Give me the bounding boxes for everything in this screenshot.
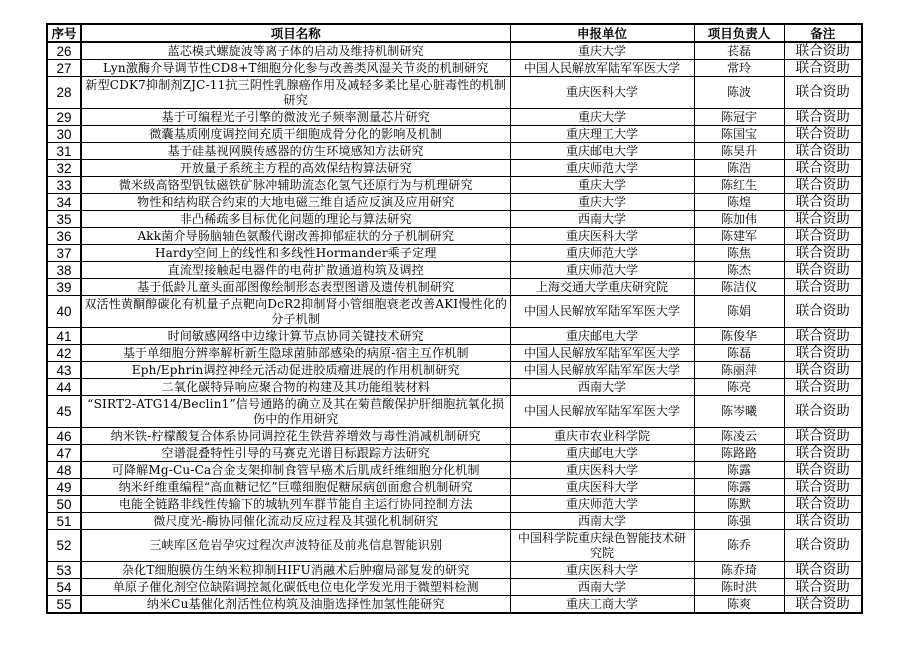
header-project-leader: 项目负责人 bbox=[694, 24, 784, 42]
cell-project-leader: 陈亮 bbox=[694, 379, 784, 396]
cell-project-name: 电能全链路非线性传输下的城轨列车群节能自主运行协同控制方法 bbox=[81, 496, 510, 513]
cell-project-leader: 陈加伟 bbox=[694, 211, 784, 228]
cell-project-name: Hardy空间上的线性和多线性Hormander乘子定理 bbox=[81, 245, 510, 262]
cell-seq: 50 bbox=[47, 496, 81, 513]
cell-seq: 53 bbox=[47, 562, 81, 579]
table-row bbox=[47, 562, 862, 579]
cell-seq: 33 bbox=[47, 177, 81, 194]
cell-project-leader: 陈煌 bbox=[694, 194, 784, 211]
cell-applicant-unit: 重庆医科大学 bbox=[510, 77, 694, 109]
cell-applicant-unit: 重庆大学 bbox=[510, 177, 694, 194]
cell-seq: 43 bbox=[47, 362, 81, 379]
cell-remark: 联合资助 bbox=[784, 579, 862, 596]
cell-applicant-unit: 重庆大学 bbox=[510, 42, 694, 60]
cell-project-leader: 陈昊升 bbox=[694, 143, 784, 160]
cell-applicant-unit: 中国人民解放军陆军军医大学 bbox=[510, 362, 694, 379]
cell-remark: 联合资助 bbox=[784, 177, 862, 194]
cell-project-name: Akk菌介导肠脑轴色氨酸代谢改善抑郁症状的分子机制研究 bbox=[81, 228, 510, 245]
cell-applicant-unit: 中国人民解放军陆军军医大学 bbox=[510, 396, 694, 428]
cell-remark: 联合资助 bbox=[784, 496, 862, 513]
cell-seq: 38 bbox=[47, 262, 81, 279]
header-seq: 序号 bbox=[47, 24, 81, 42]
cell-seq: 42 bbox=[47, 345, 81, 362]
cell-seq: 40 bbox=[47, 296, 81, 328]
cell-project-leader: 陈丽萍 bbox=[694, 362, 784, 379]
cell-applicant-unit: 西南大学 bbox=[510, 379, 694, 396]
cell-applicant-unit: 中国人民解放军陆军军医大学 bbox=[510, 296, 694, 328]
cell-remark: 联合资助 bbox=[784, 428, 862, 445]
table-row bbox=[47, 513, 862, 530]
cell-remark: 联合资助 bbox=[784, 562, 862, 579]
cell-project-leader: 陈乔 bbox=[694, 530, 784, 562]
cell-project-name: 可降解Mg-Cu-Ca合金支架抑制食管早癌术后肌成纤维细胞分化机制 bbox=[81, 462, 510, 479]
cell-project-leader: 苌磊 bbox=[694, 42, 784, 60]
cell-remark: 联合资助 bbox=[784, 126, 862, 143]
cell-seq: 48 bbox=[47, 462, 81, 479]
cell-applicant-unit: 中国人民解放军陆军军医大学 bbox=[510, 60, 694, 77]
cell-project-leader: 陈路路 bbox=[694, 445, 784, 462]
cell-remark: 联合资助 bbox=[784, 245, 862, 262]
cell-project-name: 微尺度光-酶协同催化流动反应过程及其强化机制研究 bbox=[81, 513, 510, 530]
table-header-row bbox=[47, 24, 862, 42]
cell-seq: 47 bbox=[47, 445, 81, 462]
cell-project-name: 非凸稀疏多目标优化问题的理论与算法研究 bbox=[81, 211, 510, 228]
table-row bbox=[47, 428, 862, 445]
cell-applicant-unit: 西南大学 bbox=[510, 211, 694, 228]
cell-applicant-unit: 重庆师范大学 bbox=[510, 262, 694, 279]
cell-project-name: 基于可编程光子引擎的微波光子频率测量芯片研究 bbox=[81, 109, 510, 126]
cell-applicant-unit: 重庆工商大学 bbox=[510, 596, 694, 614]
cell-project-leader: 陈磊 bbox=[694, 345, 784, 362]
table-row bbox=[47, 396, 862, 428]
cell-seq: 55 bbox=[47, 596, 81, 614]
cell-applicant-unit: 重庆医科大学 bbox=[510, 462, 694, 479]
cell-remark: 联合资助 bbox=[784, 228, 862, 245]
cell-applicant-unit: 重庆市农业科学院 bbox=[510, 428, 694, 445]
cell-project-name: Lyn激酶介导调节性CD8+T细胞分化参与改善类风湿关节炎的机制研究 bbox=[81, 60, 510, 77]
cell-project-name: 基于单细胞分辨率解析新生隐球菌肺部感染的病原-宿主互作机制 bbox=[81, 345, 510, 362]
cell-project-name: 微米级高铬型钒钛磁铁矿脉冲辅助流态化氢气还原行为与机理研究 bbox=[81, 177, 510, 194]
table-row bbox=[47, 177, 862, 194]
cell-seq: 32 bbox=[47, 160, 81, 177]
cell-project-leader: 陈俊华 bbox=[694, 328, 784, 345]
cell-project-leader: 陈凌云 bbox=[694, 428, 784, 445]
cell-project-name: 空谱混叠特性引导的马赛克光谱目标跟踪方法研究 bbox=[81, 445, 510, 462]
cell-project-name: 时间敏感网络中边缘计算节点协同关键技术研究 bbox=[81, 328, 510, 345]
cell-applicant-unit: 重庆师范大学 bbox=[510, 496, 694, 513]
cell-seq: 46 bbox=[47, 428, 81, 445]
table-row bbox=[47, 279, 862, 296]
cell-applicant-unit: 中国人民解放军陆军军医大学 bbox=[510, 345, 694, 362]
cell-applicant-unit: 西南大学 bbox=[510, 579, 694, 596]
table-row bbox=[47, 496, 862, 513]
cell-project-leader: 陈冠宇 bbox=[694, 109, 784, 126]
cell-remark: 联合资助 bbox=[784, 279, 862, 296]
cell-remark: 联合资助 bbox=[784, 513, 862, 530]
cell-project-leader: 陈乔琦 bbox=[694, 562, 784, 579]
cell-project-leader: 陈默 bbox=[694, 496, 784, 513]
cell-seq: 45 bbox=[47, 396, 81, 428]
cell-remark: 联合资助 bbox=[784, 479, 862, 496]
cell-remark: 联合资助 bbox=[784, 396, 862, 428]
table-row bbox=[47, 530, 862, 562]
cell-project-name: 新型CDK7抑制剂ZJC-11抗三阴性乳腺癌作用及减轻多柔比星心脏毒性的机制研究 bbox=[81, 77, 510, 109]
cell-project-leader: 陈洁仪 bbox=[694, 279, 784, 296]
cell-remark: 联合资助 bbox=[784, 596, 862, 614]
project-table bbox=[46, 23, 863, 614]
table-row bbox=[47, 345, 862, 362]
cell-project-leader: 陈爽 bbox=[694, 596, 784, 614]
cell-seq: 34 bbox=[47, 194, 81, 211]
cell-project-name: “SIRT2-ATG14/Beclin1”信号通路的确立及其在菊苣酸保护肝细胞抗氧化损伤中的作用研究 bbox=[81, 396, 510, 428]
cell-remark: 联合资助 bbox=[784, 262, 862, 279]
cell-seq: 54 bbox=[47, 579, 81, 596]
cell-applicant-unit: 重庆大学 bbox=[510, 194, 694, 211]
cell-remark: 联合资助 bbox=[784, 194, 862, 211]
table-row bbox=[47, 160, 862, 177]
table-row bbox=[47, 596, 862, 614]
cell-applicant-unit: 西南大学 bbox=[510, 513, 694, 530]
cell-applicant-unit: 重庆医科大学 bbox=[510, 479, 694, 496]
table-row bbox=[47, 462, 862, 479]
table-row bbox=[47, 194, 862, 211]
cell-seq: 30 bbox=[47, 126, 81, 143]
table-row bbox=[47, 77, 862, 109]
cell-applicant-unit: 重庆师范大学 bbox=[510, 245, 694, 262]
cell-remark: 联合资助 bbox=[784, 462, 862, 479]
cell-project-name: 蓝芯模式螺旋波等离子体的启动及维持机制研究 bbox=[81, 42, 510, 60]
cell-remark: 联合资助 bbox=[784, 211, 862, 228]
cell-project-leader: 陈杰 bbox=[694, 262, 784, 279]
cell-remark: 联合资助 bbox=[784, 160, 862, 177]
cell-seq: 27 bbox=[47, 60, 81, 77]
cell-project-leader: 陈强 bbox=[694, 513, 784, 530]
cell-project-leader: 陈波 bbox=[694, 77, 784, 109]
cell-project-name: 基于低龄儿童头面部图像绘制形态表型图谱及遗传机制研究 bbox=[81, 279, 510, 296]
cell-project-leader: 陈岑曦 bbox=[694, 396, 784, 428]
table-row bbox=[47, 126, 862, 143]
table-row bbox=[47, 328, 862, 345]
cell-project-name: 三峡库区危岩孕灾过程次声波特征及前兆信息智能识别 bbox=[81, 530, 510, 562]
cell-applicant-unit: 重庆医科大学 bbox=[510, 562, 694, 579]
cell-project-name: 开放量子系统主方程的高效保结构算法研究 bbox=[81, 160, 510, 177]
header-remark: 备注 bbox=[784, 24, 862, 42]
cell-project-name: 基于硅基视网膜传感器的仿生环境感知方法研究 bbox=[81, 143, 510, 160]
cell-applicant-unit: 重庆大学 bbox=[510, 109, 694, 126]
cell-project-name: 单原子催化剂空位缺陷调控氮化碳低电位电化学发光用于微塑料检测 bbox=[81, 579, 510, 596]
cell-remark: 联合资助 bbox=[784, 77, 862, 109]
cell-applicant-unit: 中国科学院重庆绿色智能技术研究院 bbox=[510, 530, 694, 562]
cell-remark: 联合资助 bbox=[784, 60, 862, 77]
table-row bbox=[47, 228, 862, 245]
cell-applicant-unit: 重庆邮电大学 bbox=[510, 143, 694, 160]
cell-applicant-unit: 重庆邮电大学 bbox=[510, 328, 694, 345]
cell-remark: 联合资助 bbox=[784, 143, 862, 160]
cell-project-leader: 陈时洪 bbox=[694, 579, 784, 596]
cell-seq: 36 bbox=[47, 228, 81, 245]
cell-project-leader: 陈露 bbox=[694, 462, 784, 479]
cell-project-name: 杂化T细胞膜仿生纳米粒抑制HIFU消融术后肿瘤局部复发的研究 bbox=[81, 562, 510, 579]
table-row bbox=[47, 211, 862, 228]
header-applicant-unit: 申报单位 bbox=[510, 24, 694, 42]
cell-project-name: 双活性黄酮醇碳化有机量子点靶向DcR2抑制肾小管细胞衰老改善AKI慢性化的分子机制 bbox=[81, 296, 510, 328]
cell-remark: 联合资助 bbox=[784, 362, 862, 379]
cell-seq: 28 bbox=[47, 77, 81, 109]
cell-applicant-unit: 重庆医科大学 bbox=[510, 228, 694, 245]
cell-project-name: 微囊基质刚度调控间充质干细胞成骨分化的影响及机制 bbox=[81, 126, 510, 143]
cell-remark: 联合资助 bbox=[784, 530, 862, 562]
cell-project-name: 纳米Cu基催化剂活性位构筑及油脂选择性加氢性能研究 bbox=[81, 596, 510, 614]
cell-applicant-unit: 上海交通大学重庆研究院 bbox=[510, 279, 694, 296]
cell-project-leader: 陈国宝 bbox=[694, 126, 784, 143]
table-row bbox=[47, 362, 862, 379]
cell-seq: 37 bbox=[47, 245, 81, 262]
cell-seq: 44 bbox=[47, 379, 81, 396]
cell-seq: 49 bbox=[47, 479, 81, 496]
cell-project-leader: 陈娟 bbox=[694, 296, 784, 328]
table-row bbox=[47, 245, 862, 262]
cell-seq: 26 bbox=[47, 42, 81, 60]
cell-project-name: 直流型接触起电器件的电荷扩散通道构筑及调控 bbox=[81, 262, 510, 279]
table-row bbox=[47, 379, 862, 396]
table-row bbox=[47, 143, 862, 160]
cell-remark: 联合资助 bbox=[784, 42, 862, 60]
table-row bbox=[47, 262, 862, 279]
table-row bbox=[47, 109, 862, 126]
cell-project-name: 纳米铁-柠檬酸复合体系协同调控花生铁营养增效与毒性消减机制研究 bbox=[81, 428, 510, 445]
cell-seq: 31 bbox=[47, 143, 81, 160]
cell-applicant-unit: 重庆邮电大学 bbox=[510, 445, 694, 462]
cell-seq: 41 bbox=[47, 328, 81, 345]
cell-remark: 联合资助 bbox=[784, 109, 862, 126]
cell-seq: 52 bbox=[47, 530, 81, 562]
cell-remark: 联合资助 bbox=[784, 445, 862, 462]
cell-project-leader: 陈建军 bbox=[694, 228, 784, 245]
cell-project-leader: 陈露 bbox=[694, 479, 784, 496]
cell-project-leader: 陈红生 bbox=[694, 177, 784, 194]
header-project-name: 项目名称 bbox=[81, 24, 510, 42]
cell-project-name: Eph/Ephrin调控神经元活动促进胶质瘤进展的作用机制研究 bbox=[81, 362, 510, 379]
table-row bbox=[47, 60, 862, 77]
cell-project-name: 纳米纤维重编程“高血糖记忆”巨噬细胞促糖尿病创面愈合机制研究 bbox=[81, 479, 510, 496]
cell-remark: 联合资助 bbox=[784, 379, 862, 396]
table-row bbox=[47, 445, 862, 462]
cell-project-name: 二氧化碳特异响应聚合物的构建及其功能组装材料 bbox=[81, 379, 510, 396]
cell-seq: 35 bbox=[47, 211, 81, 228]
cell-remark: 联合资助 bbox=[784, 296, 862, 328]
cell-project-name: 物性和结构联合约束的大地电磁三维自适应反演及应用研究 bbox=[81, 194, 510, 211]
table-row bbox=[47, 479, 862, 496]
table-row bbox=[47, 579, 862, 596]
table-row bbox=[47, 42, 862, 60]
cell-project-leader: 陈焦 bbox=[694, 245, 784, 262]
cell-project-leader: 陈浩 bbox=[694, 160, 784, 177]
cell-remark: 联合资助 bbox=[784, 328, 862, 345]
cell-seq: 29 bbox=[47, 109, 81, 126]
cell-seq: 39 bbox=[47, 279, 81, 296]
cell-remark: 联合资助 bbox=[784, 345, 862, 362]
cell-seq: 51 bbox=[47, 513, 81, 530]
cell-project-leader: 常玲 bbox=[694, 60, 784, 77]
cell-applicant-unit: 重庆理工大学 bbox=[510, 126, 694, 143]
cell-applicant-unit: 重庆师范大学 bbox=[510, 160, 694, 177]
table-row bbox=[47, 296, 862, 328]
